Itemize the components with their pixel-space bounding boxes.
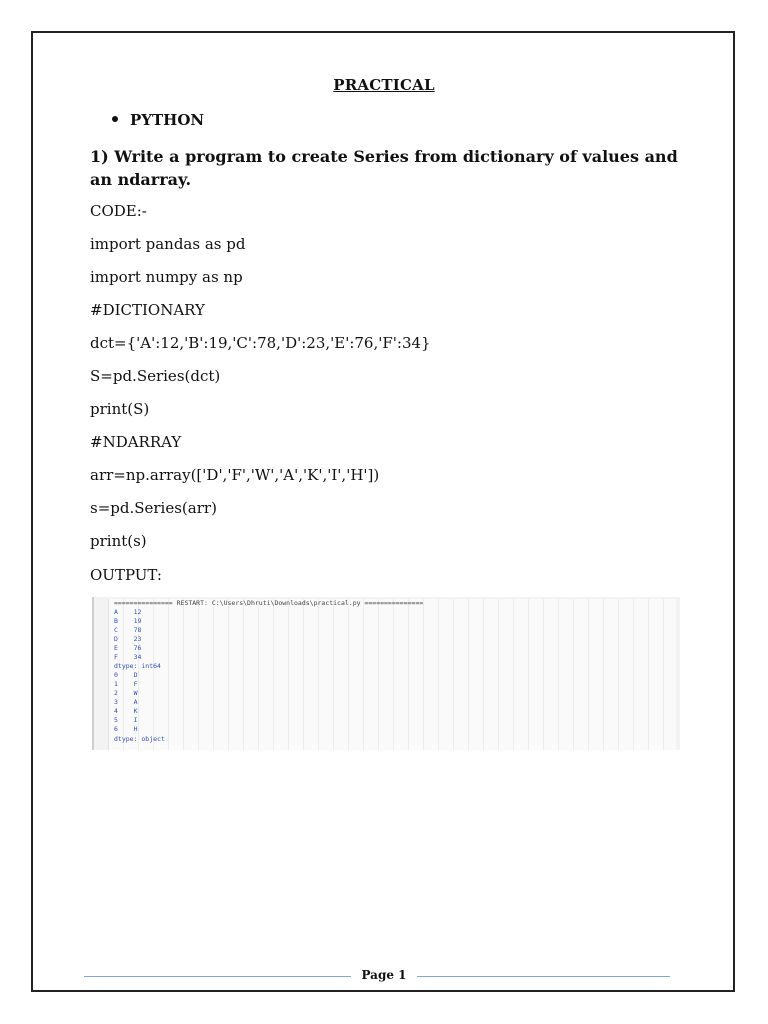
code-line: dct={'A':12,'B':19,'C':78,'D':23,'E':76,'F':34} (90, 334, 431, 352)
bullet-item (112, 111, 204, 129)
console-line: =============== RESTART: C:\Users\Dhruti\Downloads\practical.py =============== (114, 599, 424, 607)
console-line: 4 K (114, 707, 138, 715)
code-line: import numpy as np (90, 268, 243, 286)
console-line: E 76 (114, 644, 142, 652)
output-label: OUTPUT: (90, 566, 162, 584)
page-number-label: Page 1 (351, 968, 416, 982)
console-line: 1 F (114, 680, 138, 688)
code-line: import pandas as pd (90, 235, 246, 253)
console-line: 5 I (114, 716, 138, 724)
code-line: print(s) (90, 532, 147, 550)
console-line: F 34 (114, 653, 142, 661)
bullet-text: PYTHON (130, 111, 205, 129)
code-line: arr=np.array(['D','F','W','A','K','I','H']) (90, 466, 380, 484)
console-line: B 19 (114, 617, 142, 625)
console-line: 6 H (114, 725, 138, 733)
code-line: print(S) (90, 400, 150, 418)
console-line: C 78 (114, 626, 142, 634)
bullet-icon (112, 116, 118, 122)
console-output (108, 599, 676, 750)
code-line: S=pd.Series(dct) (90, 367, 221, 385)
console-line: dtype: object (114, 735, 165, 743)
code-label: CODE:- (90, 202, 147, 220)
console-line: 3 A (114, 698, 138, 706)
console-line: D 23 (114, 635, 142, 643)
code-line: #NDARRAY (90, 433, 182, 451)
output-screenshot (92, 597, 680, 750)
page-number (0, 968, 768, 982)
console-line: 2 W (114, 689, 138, 697)
console-line: A 12 (114, 608, 142, 616)
code-line: s=pd.Series(arr) (90, 499, 217, 517)
console-line: dtype: int64 (114, 662, 161, 670)
code-line: #DICTIONARY (90, 301, 205, 319)
page-title: PRACTICAL (333, 76, 435, 94)
console-line: 0 D (114, 671, 138, 679)
question-heading: 1) Write a program to create Series from dictionary of values and an ndarray. (90, 147, 678, 189)
